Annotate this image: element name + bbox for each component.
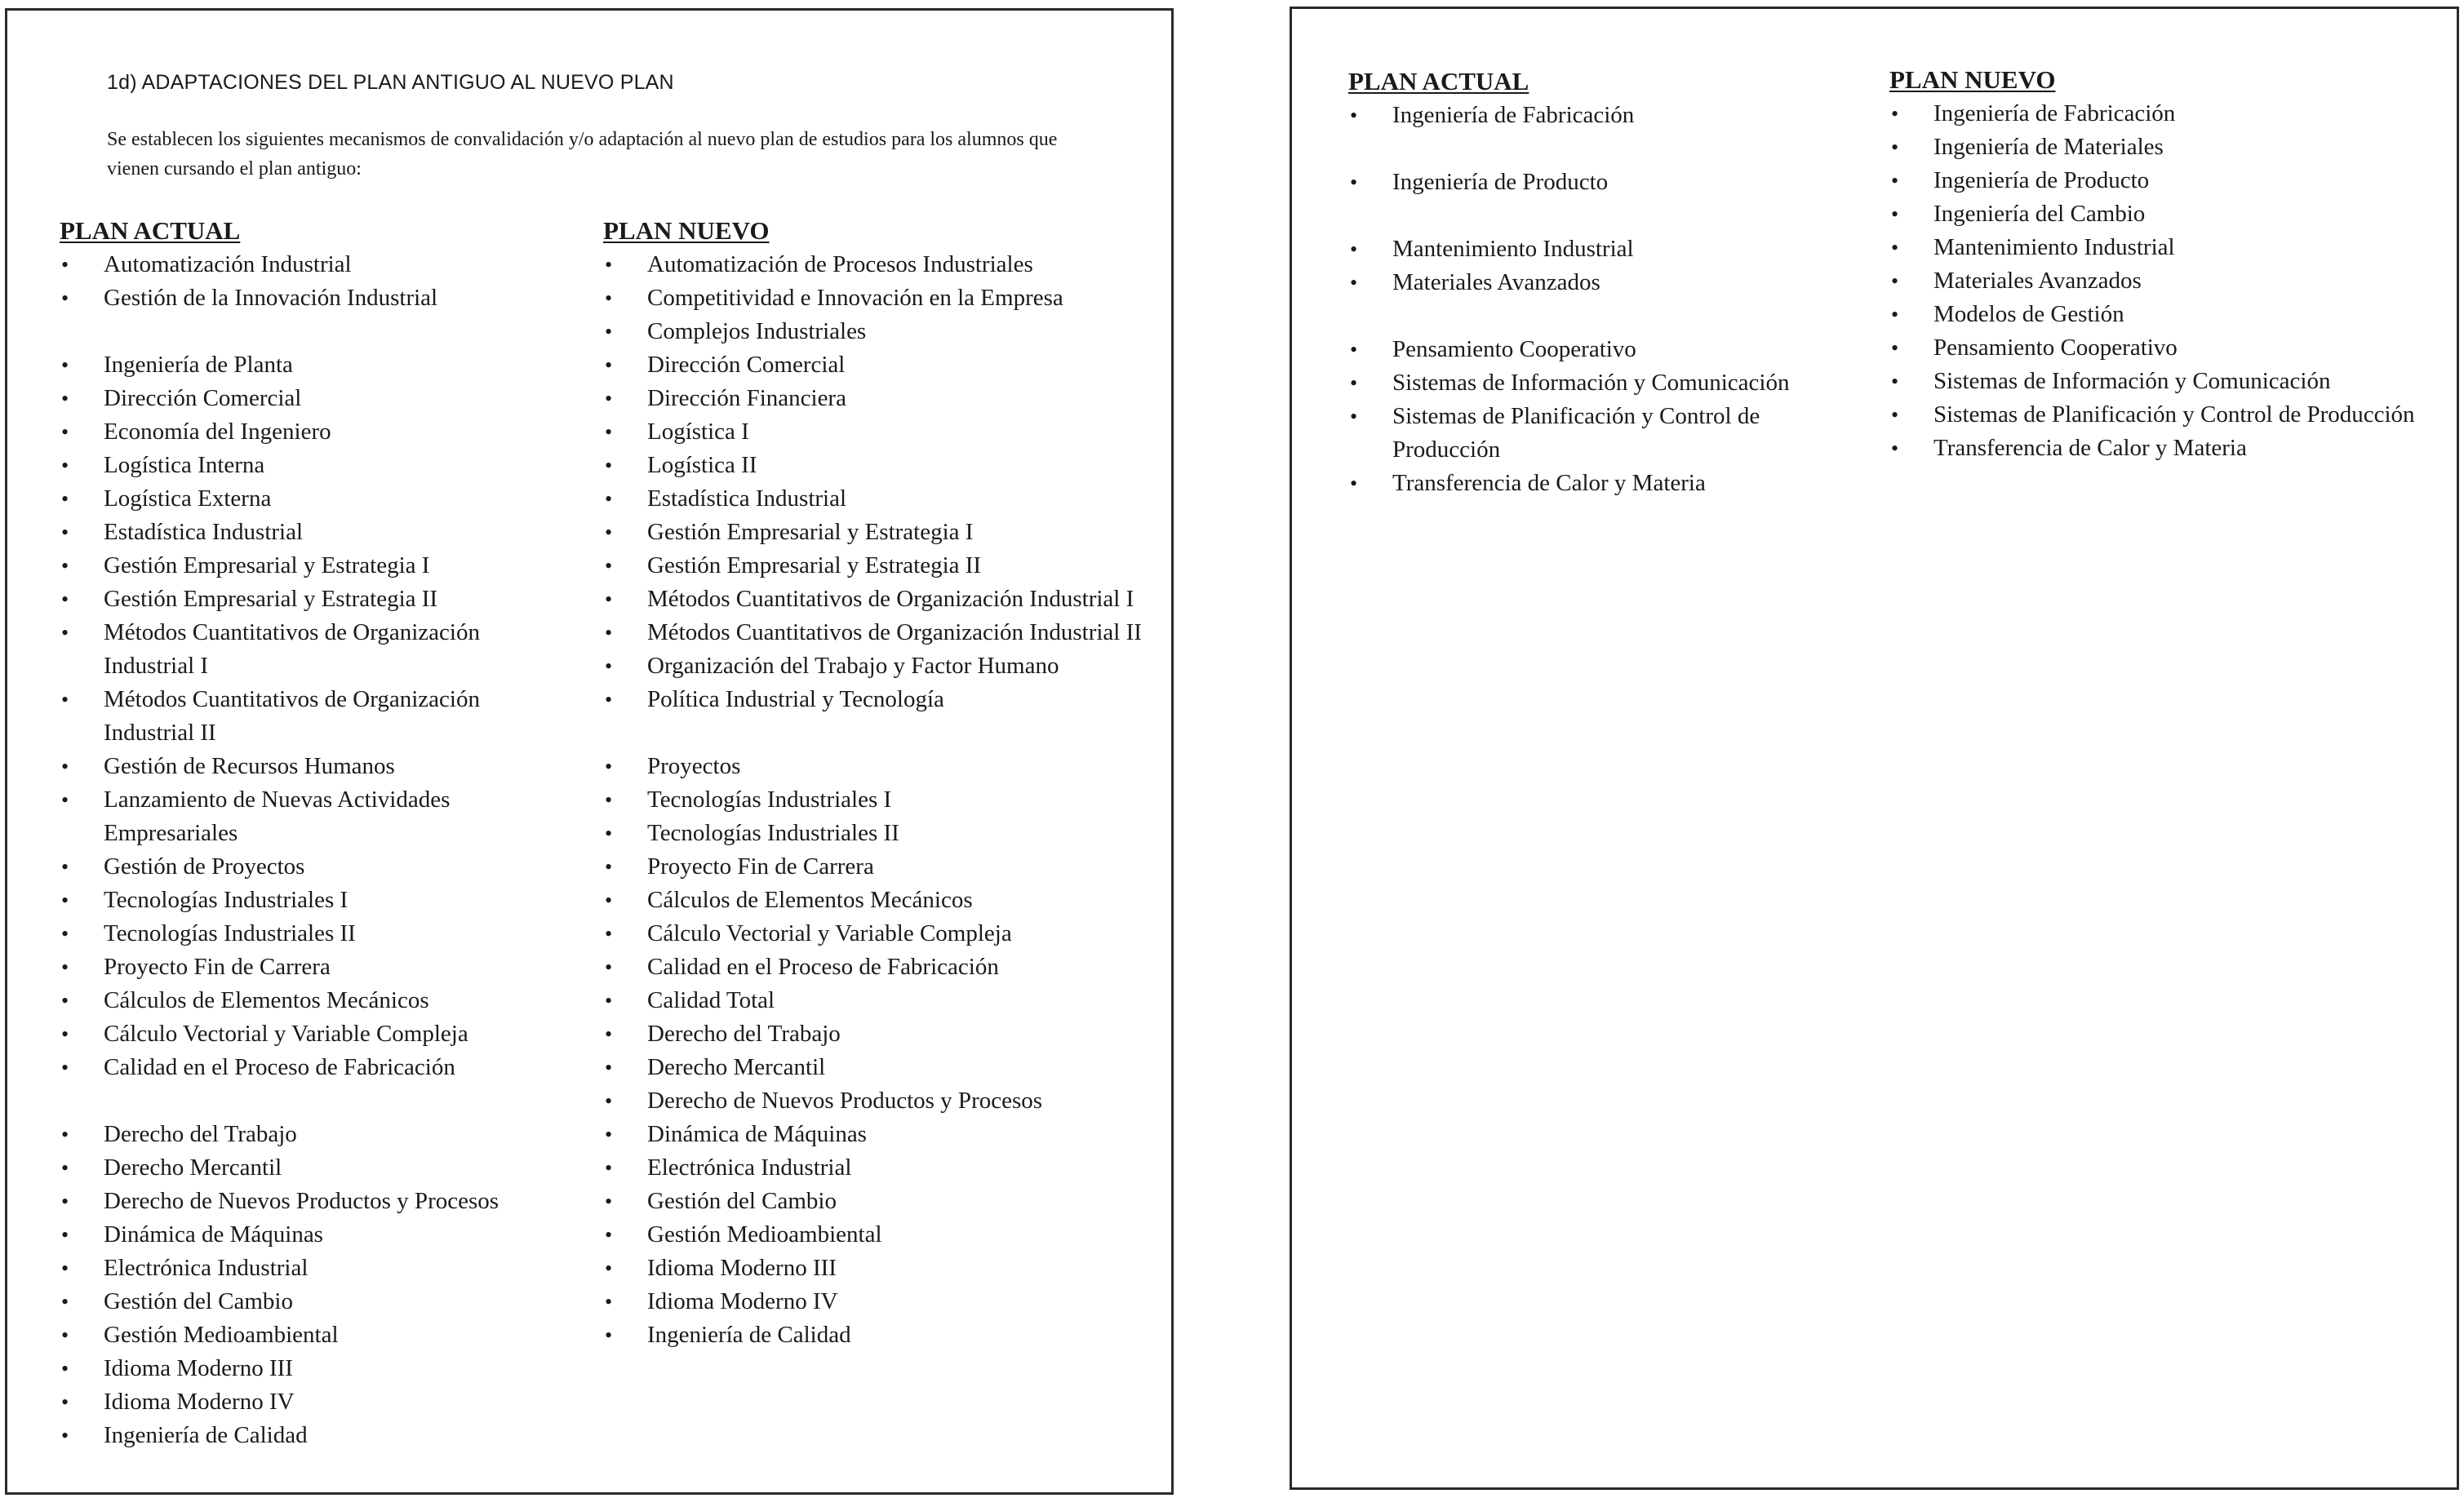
plan-actual-title: PLAN ACTUAL — [60, 216, 241, 245]
list-item: • Gestión del Cambio — [58, 1285, 564, 1319]
list-item: • Materiales Avanzados — [1888, 264, 2443, 298]
list-item: • Ingeniería de Producto — [1347, 166, 1845, 199]
list-item: • Calidad en el Proceso de Fabricación — [602, 951, 1157, 984]
list-item: • Gestión Medioambiental — [602, 1218, 1157, 1252]
list-item: • Derecho Mercantil — [602, 1051, 1157, 1084]
list-item: • Gestión de Proyectos — [58, 850, 564, 884]
list-item: • Idioma Moderno III — [602, 1252, 1157, 1285]
list-item: • Tecnologías Industriales II — [58, 917, 564, 951]
list-item: • Logística I — [602, 415, 1157, 449]
list-item: • Tecnologías Industriales II — [602, 817, 1157, 850]
list-item: • Electrónica Industrial — [58, 1252, 564, 1285]
document-page-left — [5, 8, 1174, 1495]
list-item: • Ingeniería de Calidad — [602, 1319, 1157, 1352]
list-item: • Métodos Cuantitativos de Organización Industrial II — [58, 683, 564, 750]
list-item: • Organización del Trabajo y Factor Humano — [602, 649, 1157, 683]
list-item: • Competitividad e Innovación en la Empresa — [602, 281, 1157, 315]
list-item — [1347, 199, 1845, 233]
list-item: • Logística Externa — [58, 482, 564, 516]
list-item: • Proyecto Fin de Carrera — [602, 850, 1157, 884]
list-item: • Calidad Total — [602, 984, 1157, 1017]
plan-nuevo-column — [602, 214, 1157, 1352]
list-item: • Derecho del Trabajo — [602, 1017, 1157, 1051]
list-item: • Ingeniería de Materiales — [1888, 131, 2443, 164]
list-item: • Logística II — [602, 449, 1157, 482]
list-item: • Dinámica de Máquinas — [58, 1218, 564, 1252]
list-item: • Estadística Industrial — [602, 482, 1157, 516]
list-item: • Ingeniería del Cambio — [1888, 197, 2443, 231]
list-item: • Gestión Empresarial y Estrategia I — [602, 516, 1157, 549]
list-item — [1347, 299, 1845, 333]
list-item — [1347, 132, 1845, 166]
list-item: • Idioma Moderno IV — [58, 1385, 564, 1419]
list-item: • Pensamiento Cooperativo — [1347, 333, 1845, 366]
list-item: • Idioma Moderno IV — [602, 1285, 1157, 1319]
list-item: • Dirección Financiera — [602, 382, 1157, 415]
list-item — [58, 1084, 564, 1118]
plan-actual-column — [1347, 64, 1845, 500]
list-item: • Sistemas de Planificación y Control de Producción — [1888, 398, 2443, 432]
list-item: • Calidad en el Proceso de Fabricación — [58, 1051, 564, 1084]
plan-nuevo-title: PLAN NUEVO — [1889, 65, 2056, 94]
list-item: • Gestión Medioambiental — [58, 1319, 564, 1352]
list-item: • Gestión de Recursos Humanos — [58, 750, 564, 783]
list-item: • Ingeniería de Fabricación — [1888, 97, 2443, 131]
list-item: • Estadística Industrial — [58, 516, 564, 549]
list-item: • Dirección Comercial — [602, 348, 1157, 382]
list-item: • Gestión de la Innovación Industrial — [58, 281, 564, 315]
list-item: • Cálculos de Elementos Mecánicos — [58, 984, 564, 1017]
list-item: • Gestión del Cambio — [602, 1185, 1157, 1218]
list-item: • Pensamiento Cooperativo — [1888, 331, 2443, 365]
list-item: • Dinámica de Máquinas — [602, 1118, 1157, 1151]
list-item: • Gestión Empresarial y Estrategia II — [58, 583, 564, 616]
list-item: • Métodos Cuantitativos de Organización Industrial I — [602, 583, 1157, 616]
list-item: • Materiales Avanzados — [1347, 266, 1845, 299]
plan-nuevo-list — [1888, 97, 2443, 465]
list-item: • Derecho Mercantil — [58, 1151, 564, 1185]
document-page-right — [1290, 7, 2459, 1490]
plan-actual-list — [58, 248, 564, 1452]
list-item: • Ingeniería de Producto — [1888, 164, 2443, 197]
list-item: • Tecnologías Industriales I — [602, 783, 1157, 817]
plan-nuevo-title: PLAN NUEVO — [603, 216, 770, 245]
list-item: • Complejos Industriales — [602, 315, 1157, 348]
list-item — [602, 716, 1157, 750]
list-item: • Electrónica Industrial — [602, 1151, 1157, 1185]
list-item: • Cálculos de Elementos Mecánicos — [602, 884, 1157, 917]
list-item: • Sistemas de Información y Comunicación — [1347, 366, 1845, 400]
list-item: • Proyectos — [602, 750, 1157, 783]
list-item: • Transferencia de Calor y Materia — [1347, 467, 1845, 500]
list-item: • Métodos Cuantitativos de Organización Industrial I — [58, 616, 564, 683]
plan-actual-title: PLAN ACTUAL — [1348, 67, 1529, 95]
intro-paragraph: Se establecen los siguientes mecanismos de convalidación y/o adaptación al nuevo plan de estudios para los alumnos que vienen cursando el plan antiguo: — [107, 129, 1058, 179]
list-item: • Política Industrial y Tecnología — [602, 683, 1157, 716]
plan-nuevo-column — [1888, 63, 2443, 465]
list-item: • Mantenimiento Industrial — [1888, 231, 2443, 264]
list-item: • Derecho del Trabajo — [58, 1118, 564, 1151]
list-item: • Cálculo Vectorial y Variable Compleja — [58, 1017, 564, 1051]
list-item: • Dirección Comercial — [58, 382, 564, 415]
list-item: • Tecnologías Industriales I — [58, 884, 564, 917]
list-item: • Sistemas de Planificación y Control de Producción — [1347, 400, 1845, 467]
list-item: • Transferencia de Calor y Materia — [1888, 432, 2443, 465]
plan-nuevo-list — [602, 248, 1157, 1352]
list-item: • Proyecto Fin de Carrera — [58, 951, 564, 984]
plan-actual-list — [1347, 99, 1845, 500]
list-item: • Derecho de Nuevos Productos y Procesos — [58, 1185, 564, 1218]
list-item: • Automatización de Procesos Industriales — [602, 248, 1157, 281]
list-item: • Ingeniería de Calidad — [58, 1419, 564, 1452]
list-item: • Automatización Industrial — [58, 248, 564, 281]
list-item: • Métodos Cuantitativos de Organización Industrial II — [602, 616, 1157, 649]
list-item — [58, 315, 564, 348]
list-item: • Lanzamiento de Nuevas Actividades Empresariales — [58, 783, 564, 850]
list-item: • Gestión Empresarial y Estrategia II — [602, 549, 1157, 583]
list-item: • Mantenimiento Industrial — [1347, 233, 1845, 266]
plan-actual-column — [58, 214, 564, 1452]
section-heading: 1d) ADAPTACIONES DEL PLAN ANTIGUO AL NUEVO PLAN — [107, 71, 674, 94]
list-item: • Cálculo Vectorial y Variable Compleja — [602, 917, 1157, 951]
list-item: • Derecho de Nuevos Productos y Procesos — [602, 1084, 1157, 1118]
list-item: • Modelos de Gestión — [1888, 298, 2443, 331]
list-item: • Ingeniería de Fabricación — [1347, 99, 1845, 132]
list-item: • Ingeniería de Planta — [58, 348, 564, 382]
list-item: • Idioma Moderno III — [58, 1352, 564, 1385]
list-item: • Gestión Empresarial y Estrategia I — [58, 549, 564, 583]
list-item: • Logística Interna — [58, 449, 564, 482]
list-item: • Economía del Ingeniero — [58, 415, 564, 449]
list-item: • Sistemas de Información y Comunicación — [1888, 365, 2443, 398]
